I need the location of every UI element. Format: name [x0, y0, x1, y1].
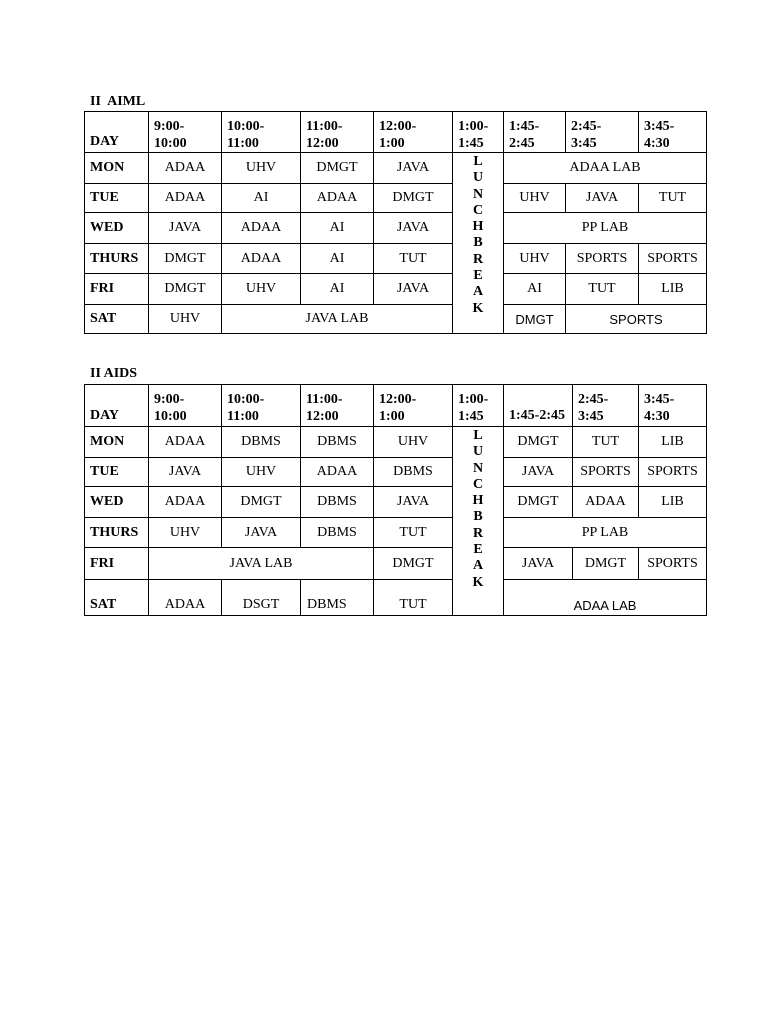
period-cell: TUT	[374, 518, 453, 548]
period-cell: TUT	[573, 427, 639, 458]
period-cell: UHV	[149, 518, 222, 548]
period-cell: TUT	[374, 244, 453, 274]
aiml-timetable	[84, 111, 707, 334]
table-row	[85, 305, 707, 334]
period-cell: SPORTS	[639, 548, 707, 580]
period-cell: ADAA	[149, 153, 222, 184]
period-cell: ADAA	[149, 487, 222, 518]
lunch-letter: U	[472, 170, 484, 186]
time-header: 1:00- 1:45	[453, 385, 504, 427]
period-cell: JAVA	[149, 458, 222, 487]
table-row	[85, 213, 707, 244]
day-cell: MON	[85, 153, 149, 184]
period-cell: DBMS	[374, 458, 453, 487]
lunch-letter: U	[472, 444, 484, 460]
time-header: 1:00- 1:45	[453, 112, 504, 153]
time-header: 1:45- 2:45	[504, 112, 566, 153]
lunch-letter: A	[472, 558, 484, 574]
period-cell: JAVA	[374, 153, 453, 184]
period-cell: UHV	[149, 305, 222, 334]
table-row	[85, 458, 707, 487]
time-header: 2:45- 3:45	[566, 112, 639, 153]
table-row	[85, 487, 707, 518]
table-row	[85, 427, 707, 458]
lunch-letter: L	[473, 428, 483, 443]
time-header: 12:00- 1:00	[374, 385, 453, 427]
lunch-letter: H	[472, 493, 484, 509]
time-header: 2:45- 3:45	[573, 385, 639, 427]
aids-section-title: II AIDS	[90, 366, 138, 381]
period-cell: SPORTS	[566, 305, 707, 334]
lunch-letter: C	[472, 476, 484, 492]
header-row	[85, 112, 707, 153]
period-cell: ADAA	[149, 184, 222, 213]
day-header: DAY	[85, 385, 149, 427]
table-row	[85, 244, 707, 274]
period-cell: JAVA	[149, 213, 222, 244]
period-cell: ADAA	[573, 487, 639, 518]
lunch-letter: K	[472, 574, 484, 590]
period-cell: TUT	[566, 274, 639, 305]
lunch-letter: B	[473, 235, 483, 251]
time-header: 1:45-2:45	[504, 385, 573, 427]
period-cell: JAVA	[504, 548, 573, 580]
lab-cell: PP LAB	[504, 213, 707, 244]
day-cell: THURS	[85, 244, 149, 274]
day-cell: THURS	[85, 518, 149, 548]
lab-cell: ADAA LAB	[504, 580, 707, 616]
period-cell: UHV	[504, 184, 566, 213]
day-header: DAY	[85, 112, 149, 153]
aids-timetable	[84, 384, 707, 616]
time-header: 10:00- 11:00	[222, 385, 301, 427]
lab-cell: ADAA LAB	[504, 153, 707, 184]
table-row	[85, 184, 707, 213]
lab-cell: JAVA LAB	[149, 548, 374, 580]
day-cell: SAT	[85, 305, 149, 334]
lunch-letter: R	[472, 251, 484, 267]
period-cell: DBMS	[222, 427, 301, 458]
period-cell: JAVA	[374, 487, 453, 518]
period-cell: ADAA	[149, 427, 222, 458]
lunch-letter: C	[472, 202, 484, 218]
period-cell: DMGT	[504, 487, 573, 518]
lunch-letter: A	[472, 284, 484, 300]
lunch-break-label	[453, 427, 503, 591]
period-cell: UHV	[222, 153, 301, 184]
period-cell: JAVA	[566, 184, 639, 213]
period-cell: DMGT	[222, 487, 301, 518]
time-header: 9:00- 10:00	[149, 385, 222, 427]
period-cell: DBMS	[301, 487, 374, 518]
table-row	[85, 580, 707, 616]
lunch-break-label	[453, 153, 503, 317]
lab-cell: PP LAB	[504, 518, 707, 548]
period-cell: JAVA	[504, 458, 573, 487]
period-cell: DMGT	[301, 153, 374, 184]
period-cell: JAVA	[222, 518, 301, 548]
period-cell: DMGT	[504, 305, 566, 334]
day-cell: MON	[85, 427, 149, 458]
period-cell: ADAA	[222, 244, 301, 274]
time-header: 12:00- 1:00	[374, 112, 453, 153]
period-cell: DMGT	[573, 548, 639, 580]
time-header: 3:45- 4:30	[639, 385, 707, 427]
table-row	[85, 518, 707, 548]
period-cell: DBMS	[301, 580, 374, 616]
header-row	[85, 385, 707, 427]
lunch-letter: K	[472, 300, 484, 316]
period-cell: UHV	[222, 274, 301, 305]
period-cell: UHV	[504, 244, 566, 274]
time-header: 10:00- 11:00	[222, 112, 301, 153]
period-cell: DMGT	[374, 184, 453, 213]
period-cell: UHV	[222, 458, 301, 487]
period-cell: ADAA	[301, 184, 374, 213]
period-cell: AI	[301, 213, 374, 244]
period-cell: JAVA	[374, 274, 453, 305]
period-cell: DBMS	[301, 518, 374, 548]
time-header: 11:00- 12:00	[301, 112, 374, 153]
period-cell: DMGT	[504, 427, 573, 458]
day-cell: FRI	[85, 274, 149, 305]
period-cell: AI	[301, 274, 374, 305]
period-cell: ADAA	[222, 213, 301, 244]
time-header: 11:00- 12:00	[301, 385, 374, 427]
period-cell: JAVA	[374, 213, 453, 244]
lunch-letter: R	[472, 525, 484, 541]
day-cell: WED	[85, 487, 149, 518]
period-cell: DMGT	[149, 244, 222, 274]
period-cell: SPORTS	[639, 458, 707, 487]
period-cell: ADAA	[149, 580, 222, 616]
period-cell: ADAA	[301, 458, 374, 487]
period-cell: TUT	[639, 184, 707, 213]
time-header: 9:00- 10:00	[149, 112, 222, 153]
day-cell: FRI	[85, 548, 149, 580]
lunch-letter: N	[472, 460, 484, 476]
day-cell: TUE	[85, 458, 149, 487]
lab-cell: JAVA LAB	[222, 305, 453, 334]
period-cell: DBMS	[301, 427, 374, 458]
period-cell: SPORTS	[573, 458, 639, 487]
period-cell: DMGT	[149, 274, 222, 305]
day-cell: SAT	[85, 580, 149, 616]
table-row	[85, 153, 707, 184]
table-row	[85, 274, 707, 305]
period-cell: DSGT	[222, 580, 301, 616]
lunch-letter: E	[473, 542, 483, 558]
period-cell: SPORTS	[639, 244, 707, 274]
period-cell: LIB	[639, 487, 707, 518]
period-cell: LIB	[639, 274, 707, 305]
lunch-letter: L	[473, 154, 483, 169]
aiml-section-title: II AIML	[90, 94, 146, 109]
period-cell: TUT	[374, 580, 453, 616]
period-cell: UHV	[374, 427, 453, 458]
lunch-break-cell	[453, 427, 504, 616]
table-row	[85, 548, 707, 580]
day-cell: WED	[85, 213, 149, 244]
period-cell: AI	[504, 274, 566, 305]
lunch-letter: E	[473, 268, 483, 284]
lunch-letter: B	[473, 509, 483, 525]
lunch-letter: N	[472, 186, 484, 202]
lunch-break-cell	[453, 153, 504, 334]
period-cell: SPORTS	[566, 244, 639, 274]
period-cell: AI	[301, 244, 374, 274]
period-cell: LIB	[639, 427, 707, 458]
lunch-letter: H	[472, 219, 484, 235]
time-header: 3:45- 4:30	[639, 112, 707, 153]
day-cell: TUE	[85, 184, 149, 213]
period-cell: AI	[222, 184, 301, 213]
period-cell: DMGT	[374, 548, 453, 580]
